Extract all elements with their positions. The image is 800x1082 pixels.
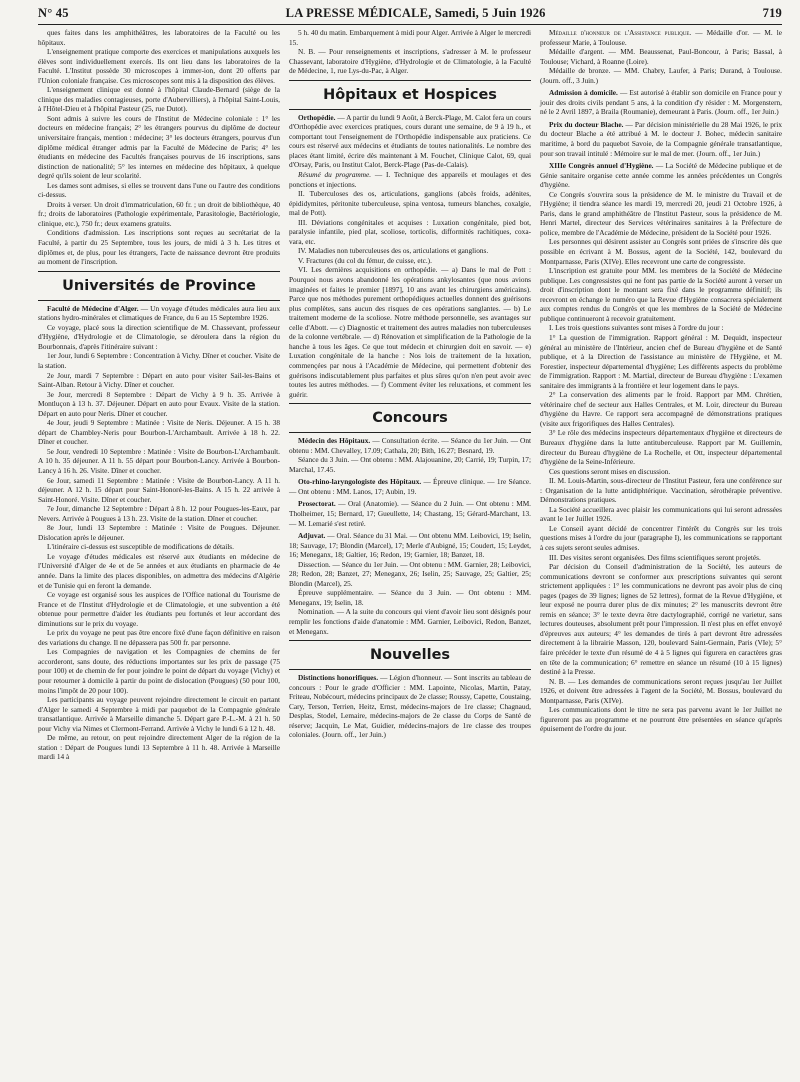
programme-item: VI. Les dernières acquisitions en orthopédie. — a) Dans le mal de Pott : Pourquoi nous avons abandonné les opérations ankylosantes (que nous avions imaginées et faites le premier [1897], 10 ans avant les chirurgiens américains). Parce que nos méthodes purement orthopédiques actuelles donnent des guérisons plus complètes, sans aucun des risques de ces opérations sanglantes. — b) Le traitement moderne de la scoliose. Notre méthode personnelle, ses avantages sur celle d'Abott. — c) Diagnostic et traitement des autres maladies non tuberculeuses de la colonne vertébrale. — d) Rénovation et simplification de la Pathologie de la hanche à tous les âges. Ce que tout médecin et chirurgien doit en savoir. — e) Luxation congénitale de la hanche : Nos lois de traitement de la luxation, commençées par nous à l'Académie de Médecine, qui permettent d'obtenir des guérisons indiscutablement plus parfaites et plus sûres qu'on n'en peut avoir avec toutes les autres méthodes. — f) Comment éviter les reluxations, et comment les guérir.: [289, 265, 531, 399]
article-paragraph: Conditions d'admission. Les inscriptions sont reçues au secrétariat de la Faculté, à partir du 25 Septembre, tous les jours, de midi à 3 h. Les titres et diplômes et, de plus, pour les étrangers, l'acte de naissance devront être produits au moment de l'inscription.: [38, 228, 280, 267]
congres-text: — La Société de Médecine publique et de Génie sanitaire organise cette année comme les années précédentes un Congrès d'hygiène.: [540, 161, 783, 190]
concours-medecin-text: — Consultation écrite. — Séance du 1er Juin. — Ont obtenu : MM. Chevalley, 17.09; Cathala, 20; Bith, 16.27; Besnard, 19.: [289, 436, 531, 455]
orthopedie-text: — A partir du lundi 9 Août, à Berck-Plage, M. Calot fera un cours d'Orthopédie avec exercices pratiques, cours durant une semaine, de 9 à 19 h., et comportant tout l'enseignement de l'Orthopédie indispensable aux praticiens. Ce cours est réservé aux médecins et étudiants de toutes nationalités. Le nombre des places étant limité, écrire dès maintenant à M. Fouchet, Clinique Calot, 69, quai d'Orsay, Paris, ou Institut Calot, Berck-Plage (Pas-de-Calais).: [289, 112, 531, 170]
article-paragraph: Ce voyage est organisé sous les auspices de l'Office national du Tourisme de France et de l'Institut d'Hydrologie et de Climatologie, et une subvention a été obtenue pour permettre d'aider les étudiants peu fortunés et leur accordant des diminutions sur le prix du voyage.: [38, 590, 280, 628]
article-paragraph: Le Conseil ayant décidé de concentrer l'intérêt du Congrès sur les trois questions mises à l'ordre du jour (paragraphe I), les communications se rapportant à ces sujets seront seules admises.: [540, 523, 782, 552]
concours-adjuvat: [289, 531, 531, 560]
section-rule: [38, 271, 280, 272]
prix-text: — Par décision ministérielle du 28 Mai 1926, le prix du docteur Blache a été attribué à M. le docteur J. Bohec, médecin sanitaire maritime, à bord du paquebot Savoie, de la Compagnie générale transatlantique, pour son travail intitulé : Mémoire sur le mal de mer. (Journ. off., 1er Juin.): [540, 119, 782, 158]
article-paragraph: 8e Jour, lundi 13 Septembre : Matinée : Visite de Pougues. Déjeuner. Dislocation après le déjeuner.: [38, 523, 280, 542]
admission-text: — Est autorisé à établir son domicile en France pour y jouir des droits civils pendant 5 ans, à la condition d'y résider : M. Morgenstern, né le 2 Avril 1897, à Braila (Roumanie), demeurant à Paris. (Journ. off., 1er Juin.): [540, 88, 783, 117]
concours-dissection: Dissection. — Séance du 1er Juin. — Ont obtenu : MM. Garnier, 28; Leibovici, 28; Redon, 28; Banzet, 27; Meneganx, 26; Iselin, 25; Sauvage, 25; Galtier, 25; Blondin (Marcel), 25.: [289, 559, 531, 588]
section-title-nouvelles: Nouvelles: [369, 647, 451, 664]
article-paragraph: Les communications dont le titre ne sera pas parvenu avant le 1er Juillet ne figureront pas au programme et ne pourront être présentées en séance qu'après épuisement de l'ordre du jour.: [540, 705, 782, 734]
distinctions-paragraph: [289, 673, 531, 740]
article-paragraph: ques faites dans les amphithéâtres, les laboratoires de la Faculté ou les hôpitaux.: [38, 28, 280, 47]
article-paragraph: Les personnes qui désirent assister au Congrès sont priées de s'inscrire dès que possible en écrivant à M. Bossus, agent de la Société, 142, boulevard du Montparnasse, Paris (XIVe). Elles recevront une carte de congressiste.: [540, 237, 782, 266]
article-paragraph: 2e Jour, mardi 7 Septembre : Départ en auto pour visiter Sail-les-Bains et Saint-Alban. Retour à Vichy. Dîner et coucher.: [38, 370, 280, 390]
concours-medecin: [289, 436, 531, 455]
section-rule: [289, 109, 531, 110]
masthead: [38, 6, 782, 22]
article-paragraph: 3e Jour, mercredi 8 Septembre : Départ de Vichy à 9 h. 35. Arrivée à Montluçon à 13 h. 37. Déjeuner. Départ en auto pour Evaux. Visite de la station. Départ en auto pour Neris. Dîner et coucher.: [38, 389, 280, 418]
admission-heading: Admission à domicile.: [549, 88, 618, 98]
orthopedie-paragraph: [289, 113, 531, 170]
column-2: [289, 28, 531, 762]
section-title-universites: Universités de Province: [62, 277, 256, 294]
alger-heading: Faculté de Médecine d'Alger.: [47, 303, 139, 313]
article-paragraph: 1° La question de l'immigration. Rapport général : M. Dequidt, inspecteur général au ministère de l'Intérieur, ancien chef de Bureau d'hygiène et de Santé publique, et à la Direction de l'assistance au ministère de l'Hygiène, et M. Forestier, inspecteur départemental d'hygiène; Les différents aspects du problème de l'immigration. Rapport : M. Martial, directeur de Bureau d'hygiène : L'examen sanitaire des immigrants à la frontière et leur logement dans le pays.: [540, 332, 782, 390]
concours-oto-heading: Oto-rhino-laryngologiste des Hôpitaux.: [298, 477, 422, 487]
alger-intro: [38, 304, 280, 323]
programme-item: III. Déviations congénitales et acquises : Luxation congénitale, pied bot, paralysie infantile, pied plat, scoliose, torticolis, difformités rachitiques, coxa-vara, etc.: [289, 217, 531, 246]
distinctions-heading: Distinctions honorifiques.: [298, 673, 379, 683]
concours-prosectorat-text: — Oral (Anatomie). — Séance du 2 Juin. — Ont obtenu : MM. Tholheimer, 15; Bernard, 17; Gueullette, 14; Chastang, 15; Gérard-Marchant, 13. — M. Lemarié s'est retiré.: [289, 499, 532, 528]
inline-text: — Médaille d'or. — M. le professeur Marie, à Toulouse.: [540, 28, 782, 47]
journal-title: LA PRESSE MÉDICALE, Samedi, 5 Juin 1926: [285, 6, 546, 20]
column-3: [540, 28, 782, 762]
programme-paragraph: [289, 170, 531, 189]
article-paragraph: Les participants au voyage peuvent rejoindre directement le circuit en partant d'Alger le samedi 4 Septembre à midi par paquebot de la Compagnie générale transatlantique. Arrivée à Marseille dimanche 5. Départ gare P.-L.-M. à 21 h. 50 pour Vichy via Nimes et Clermont-Ferrand. Arrivée à Vichy le lundi 6 à 12 h. 48.: [38, 695, 280, 733]
column-1: [38, 28, 280, 762]
article-paragraph: 6e Jour, samedi 11 Septembre : Matinée : Visite de Bourbon-Lancy. A 11 h. déjeuner. A 12 h. 15 départ pour Saint-Honoré-les-Bains. A 15 h. 22 arrivée à Saint-Honoré. Visite. Dîner et coucher.: [38, 475, 280, 504]
article-paragraph: Les Compagnies de navigation et les Compagnies de chemins de fer accorderont, sans doute, des réductions importantes sur les prix de passage (75 pour 100) et de chemin de fer pour joindre le point de départ du voyage (Vichy) et pour retourner à domicile à partir du point de dislocation (Pougues) (50 pour 100, moins l'impôt de 20 pour 100).: [38, 647, 280, 695]
article-paragraph: 2° La conservation des aliments par le froid. Rapport par MM. Chrétien, vétérinaire chef de secteur aux Halles Centrales, et M. Loir, directeur du Bureau d'hygiène du Havre. Ce rapport sera accompagné de démonstrations pratiques (visite aux frigorifiques des Halles Centrales).: [540, 390, 782, 428]
prix-paragraph: [540, 120, 782, 158]
section-rule: [289, 640, 531, 641]
article-paragraph: III. Des visites seront organisées. Des films scientifiques seront projetés.: [549, 552, 761, 562]
section-rule: [289, 80, 531, 81]
article-paragraph: N. B. — Les demandes de communications seront reçues jusqu'au 1er Juillet 1926, et doivent être adressées à l'agent de la Société, M. Bossus, boulevard du Montparnasse, Paris (XIVe).: [540, 676, 782, 705]
inline-text: — Un voyage d'études médicales aura lieu aux stations hydro-minérales et climatiques de France, du 6 au 15 Septembre 1926.: [38, 303, 280, 323]
section-rule: [289, 403, 531, 404]
article-paragraph: 5 h. 40 du matin. Embarquement à midi pour Alger. Arrivée à Alger le mercredi 15.: [289, 28, 531, 47]
article-paragraph: 3° Le rôle des médecins inspecteurs départementaux d'hygiène et directeurs de Bureaux d'hygiène dans la lutte antituberculeuse. Rapport par M. Guillemin, directeur du Bureau d'hygiène de La Rochelle, et Ott, inspecteur départemental d'hygiène de la Seine-Inférieure.: [540, 428, 782, 467]
programme-item: IV. Maladies non tuberculeuses des os, articulations et ganglions.: [298, 246, 489, 256]
orthopedie-heading: Orthopédie.: [298, 112, 336, 122]
medaille-heading: Médaille d'honneur de l'Assistance publique.: [549, 28, 692, 37]
article-paragraph: L'inscription est gratuite pour MM. les membres de la Société de Médecine publique. Les congressistes qui ne font pas partie de la Société auront à verser un droit d'inscription dont le montant sera fixé dans le programme définitif; ils recevront en échange le numéro que la Revue d'Hygiène consacrera spécialement aux comptes rendus du Congrès et que les membres de la Société de Médecine publique continueront à recevoir gratuitement.: [540, 266, 782, 323]
masthead-rule: [38, 24, 782, 25]
concours-adjuvat-heading: Adjuvat.: [298, 531, 326, 541]
distinctions-text: — Légion d'honneur. — Sont inscrits au tableau de concours : Pour le grade d'Officier : MM. Lapointe, Nicolas, Martin, Patay, Friteau, Nobécourt, médecins principaux de 2e classe; Roussy, Capette, Coustaing, Cary, Terson, Terrien, Heitz, Ernst, médecins-majors de 1re classe; Chagnaud, Desplas, Stodel, Lemaire, médecins-majors de 2e classe du Corps de Santé de réserve; Jacquin, Le Mat, Guidier, médecins-majors de 1re classe des troupes coloniales. (Journ. off., 1er Juin.): [289, 673, 531, 740]
concours-supplementaire: Épreuve supplémentaire. — Séance du 3 Juin. — Ont obtenu : MM. Meneganx, 19; Iselin, 18.: [289, 588, 531, 607]
article-paragraph: L'itinéraire ci-dessus est susceptible de modifications de détails.: [47, 542, 234, 552]
programme-label: Résumé du programme.: [298, 170, 372, 180]
section-rule: [289, 432, 531, 433]
medaille-paragraph: [540, 28, 782, 47]
article-paragraph: II. M. Louis-Martin, sous-directeur de l'Institut Pasteur, fera une conférence sur : Organisation de la lutte antidiphtérique. Vaccination, sérothérapie préventive. Démonstrations pratiques.: [540, 476, 782, 505]
article-paragraph: Ces questions seront mises en discussion.: [549, 466, 671, 476]
concours-prosectorat: [289, 499, 531, 528]
article-paragraph: Le voyage d'études médicales est réservé aux étudiants en médecine de l'Université d'Alger de 4e et de 5e années et aux étudiants en pharmacie de 4e année. Dans la limite des places disponibles, on admettra des médecins d'Algérie et de Tunisie qui en feront la demande.: [38, 551, 280, 590]
prix-heading: Prix du docteur Blache.: [549, 119, 624, 129]
congres-paragraph: [540, 161, 782, 190]
concours-prosectorat-heading: Prosectorat.: [298, 499, 336, 509]
issue-number: N° 45: [38, 6, 69, 20]
article-paragraph: Par décision du Conseil d'administration de la Société, les auteurs de communications devront se conformer aux prescriptions suivantes qui seront strictement appliquées : 1° les communications ne devront pas avoir plus de cinq pages (pages de 39 lignes; lignes de 52 lettres), format de la Revue d'Hygiène, et leur exposé ne pourra durer plus de dix minutes; 2° les manuscrits devront être remis en séance; 3° le texte devra être dactylographié, corrigé ne varietur, sans lectures douteuses, absolument prêt pour l'impression. Il n'est plus en effet envoyé d'épreuves aux auteurs; 4° les demandes de tirés à part devront être adressées directement à la librairie Masson, 120, boulevard Saint-Germain, Paris (VIe); 5° faire précéder le texte d'un résumé de 4 à 5 lignes qui figurera en caractères gras en tête de la communication; 6° remettre en séance un résumé (10 à 15 lignes) destiné à la Presse.: [540, 562, 782, 677]
article-paragraph: La Société accueillera avec plaisir les communications qui lui seront adressées avant le 1er Juillet 1926.: [540, 504, 782, 524]
section-rule: [289, 669, 531, 670]
section-rule: [38, 300, 280, 301]
article-paragraph: Ce Congrès s'ouvrira sous la présidence de M. le ministre du Travail et de l'Hygiène; il tiendra séance les mardi 19, mercredi 20, jeudi 21 Octobre 1926, à Paris, dans le grand amphithéâtre de l'Institut Pasteur, sous la présidence de M. Henri Martel, directeur des Services vétérinaires sanitaires à la Préfecture de police, membre de l'Académie de Médecine, président de la Société pour 1926.: [540, 189, 782, 237]
article-paragraph: Le prix du voyage ne peut pas être encore fixé d'une façon définitive en raison des variations du change. Il ne dépassera pas 500 fr. par personne.: [38, 628, 280, 647]
concours-oto: [289, 477, 531, 496]
medaille-item: Médaille d'argent. — MM. Beaussenat, Paul-Boncour, à Paris; Bassal, à Toulouse; Vichard, à Roanne (Loire).: [540, 47, 782, 66]
article-paragraph: L'enseignement clinique est donné à l'hôpital Claude-Bernard (siège de la clinique des maladies contagieuses, porte d'Aubervilliers), à l'hôpital Saint-Louis, à l'Hôtel-Dieu et à l'hôpital Pasteur (25, rue Dutot).: [38, 85, 280, 114]
medaille-item: Médaille de bronze. — MM. Chabry, Laufer, à Paris; Durand, à Toulouse. (Journ. off., 3 Juin.): [540, 66, 782, 85]
concours-adjuvat-text: — Oral. Séance du 31 Mai. — Ont obtenu MM. Leibovici, 19; Iselin, 18; Sauvage, 17; Blondin (Marcel), 17; Merle d'Aubigné, 15; Coudert, 15; Leydet, 16; Meneganx, 18; Galtier, 16; Redon, 19; Garnier, 18; Banzet, 18.: [289, 531, 532, 560]
article-paragraph: N. B. — Pour renseignements et inscriptions, s'adresser à M. le professeur Chassevant, laboratoire d'Hygiène, d'Hydrologie et de Climatologie, à la Faculté de Médecine, 1, rue Lys-du-Pac, à Alger.: [289, 47, 531, 76]
article-paragraph: Ce voyage, placé sous la direction scientifique de M. Chassevant, professeur d'Hygiène, d'Hydrologie et de Climatologie, se déroulera dans la région du Bourbonnais, d'après l'itinéraire suivant :: [38, 322, 280, 351]
article-paragraph: L'enseignement pratique comporte des exercices et manipulations auxquels les élèves sont individuellement exercés. Ils ont lieu dans les laboratoires de la Faculté. L'Institut possède 30 microscopes à immer-ion, dont 20 offerts par l'Union coloniale française. Ces microscopes sont mis à la disposition des élèves.: [38, 47, 280, 85]
article-paragraph: Les dames sont admises, si elles se trouvent dans l'une ou l'autre des conditions ci-dessus.: [38, 180, 280, 200]
programme-item: II. Tuberculoses des os, articulations, ganglions (abcès froids, adénites, épididymites, péritonite tuberculeuse, spina ventosa, tumeurs blanches, coxalgie, mal de Pott).: [289, 189, 531, 218]
article-paragraph: 1er Jour, lundi 6 Septembre : Concentration à Vichy. Dîner et coucher. Visite de la station.: [38, 351, 280, 370]
article-paragraph: Sont admis à suivre les cours de l'Institut de Médecine coloniale : 1° les docteurs en médecine français; 2° les étrangers pourvus du diplôme de docteur universitaire français, mention : médecine; 3° les docteurs étrangers, pourvus d'un diplôme médical étranger admis par la Faculté de Médecine de Paris; 4° les étudiants en médecine des Facultés françaises pourvus de 16 inscriptions, sans distinction de nationalité; 5° les internes en médecine des hôpitaux, à quelque degré qu'ils soient de leur scolarité.: [38, 113, 280, 181]
section-title-concours: Concours: [372, 410, 448, 427]
concours-medecin-b: Séance du 3 Juin. — Ont obtenu : MM. Alajouanine, 20; Carrié, 19; Turpin, 17; Marchal, 17.45.: [289, 455, 531, 474]
congres-heading: XIIIe Congrès annuel d'Hygiène.: [549, 161, 654, 171]
page-number: 719: [762, 6, 782, 20]
inline-text: — I. Technique des appareils et moulages et des ponctions et injections.: [289, 170, 531, 189]
article-paragraph: 7e Jour, dimanche 12 Septembre : Départ à 8 h. 12 pour Pougues-les-Eaux, par Nevers. Arrivée à Pougues à 13 h. 23. Visite de la station. Dîner et coucher.: [38, 504, 280, 523]
concours-nomination: Nomination. — A la suite du concours qui vient d'avoir lieu sont désignés pour remplir les fonctions d'aide d'anatomie : MM. Garnier, Leibovici, Redon, Banzet, et Meneganx.: [289, 607, 531, 636]
article-paragraph: 5e Jour, vendredi 10 Septembre : Matinée : Visite de Bourbon-L'Archambault. A 10 h. 35 déjeuner. A 11 h. 55 départ pour Bourbon-Lancy. Arrivée à Bourbon-Lancy à 16 h. 26. Visite. Dîner et coucher.: [38, 446, 280, 475]
article-paragraph: 4e Jour, jeudi 9 Septembre : Matinée : Visite de Neris. Déjeuner. A 15 h. 38 départ de Chambley-Neris pour Bourbon-L'Archambault. Arrivée à 18 h. 22. Dîner et coucher.: [38, 418, 280, 447]
article-paragraph: Droits à verser. Un droit d'immatriculation, 60 fr. ; un droit de bibliothèque, 40 fr.; droits de laboratoires (Pathologie expérimentale, Parasitologie, Bactériologie, clinique, etc.), 750 fr.; deux examens gratuits.: [38, 199, 280, 228]
concours-medecin-heading: Médecin des Hôpitaux.: [298, 436, 371, 446]
section-title-hopitaux: Hôpitaux et Hospices: [323, 86, 497, 103]
concours-oto-text: — Épreuve clinique. — 1re Séance. — Ont obtenu : MM. Lanos, 17; Aubin, 19.: [289, 477, 531, 496]
admission-paragraph: [540, 88, 782, 117]
article-paragraph: De même, au retour, on peut rejoindre directement Alger de la région de la station : Départ de Pougues lundi 13 Septembre à 11 h. 48. Arrivée à Marseille mardi 14 à: [38, 733, 280, 762]
article-paragraph: I. Les trois questions suivantes sont mises à l'ordre du jour :: [549, 323, 724, 333]
programme-item: V. Fractures (du col du fémur, de cuisse, etc.).: [298, 255, 432, 265]
